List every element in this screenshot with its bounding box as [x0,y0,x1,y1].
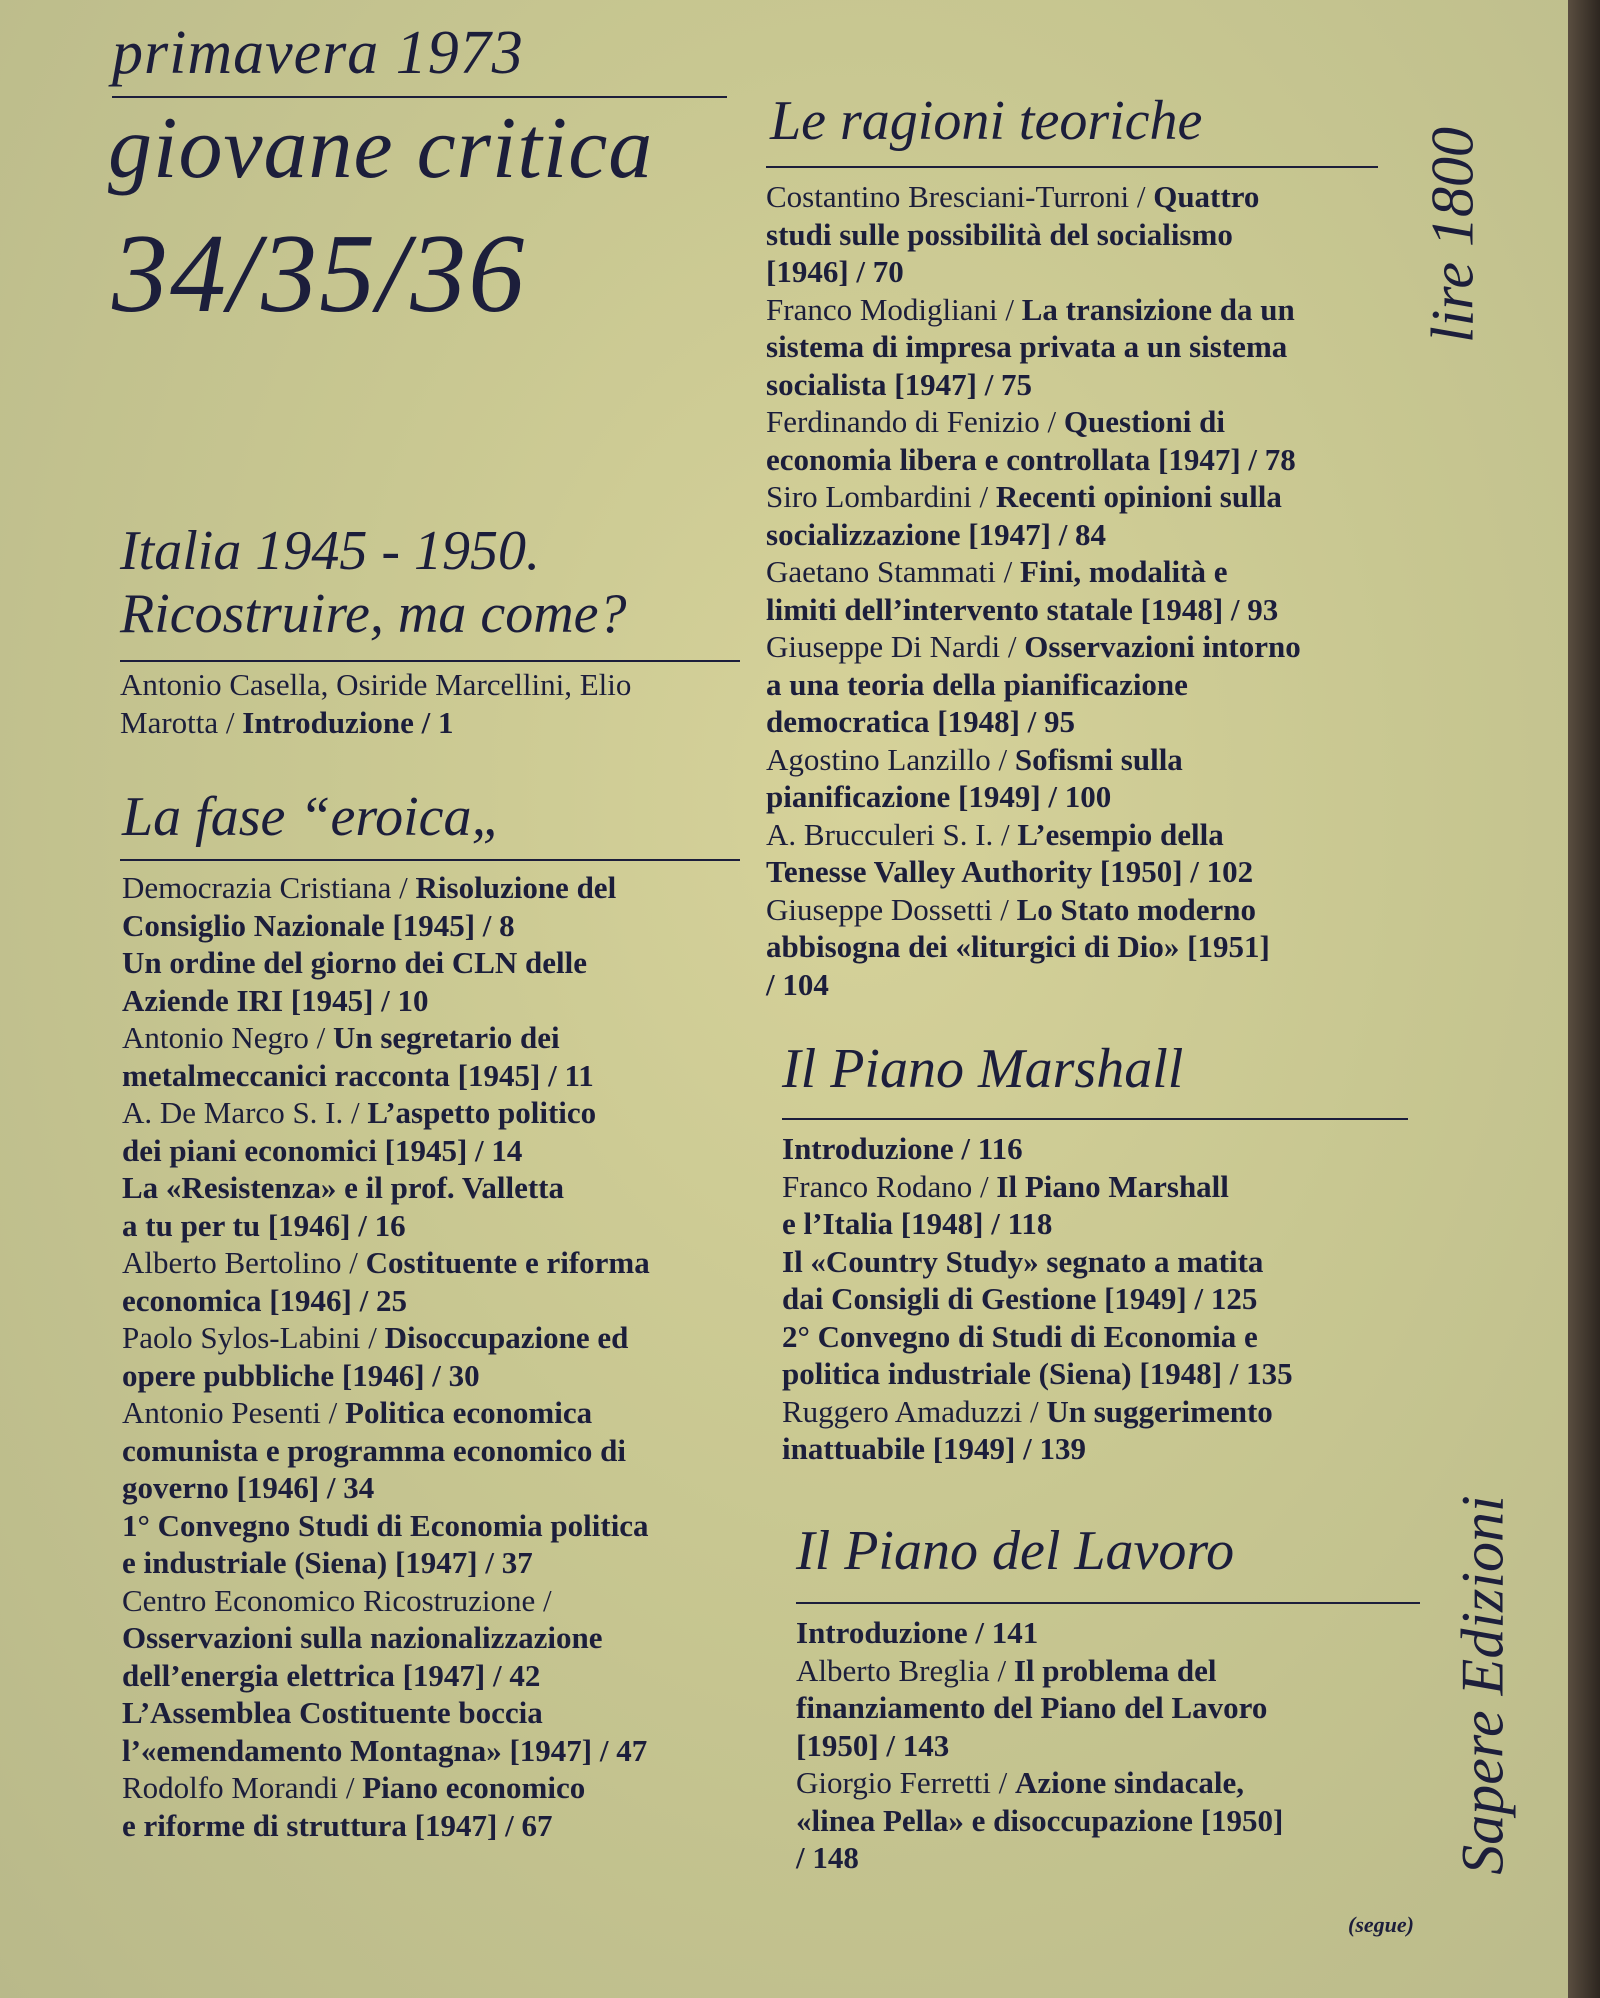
section-heading-ragioni: Le ragioni teoriche [770,90,1203,152]
entry-title: Il problema del [1013,1652,1217,1688]
entry-author: Antonio Casella, Osiride Marcellini, Elio [120,667,632,702]
entry-title: Un ordine del giorno dei CLN delle [122,945,588,980]
entry-title: economia libera e controllata [1947] / 78 [766,441,1296,477]
section-heading-marshall: Il Piano Marshall [782,1038,1184,1100]
entry-title: Politica economica [345,1395,593,1430]
toc-entry-line [122,944,772,982]
entry-title: L’Assemblea Costituente boccia [122,1695,543,1730]
entry-title: Azione sindacale, [1014,1765,1245,1800]
toc-entry-line [122,1169,772,1207]
toc-entry-line [122,1319,772,1357]
entry-author: A. Brucculeri S. I. / [766,816,1018,852]
toc-entry-line [782,1355,1442,1393]
section-heading-fase-eroica: La fase “eroica„ [122,786,503,848]
entry-title: a tu per tu [1946] / 16 [122,1207,406,1243]
toc-entry-line [796,1727,1436,1765]
entry-author: Ferdinando di Fenizio / [766,404,1064,439]
toc-entry-line [796,1839,1436,1877]
entry-title: pianificazione [1949] / 100 [766,779,1112,814]
entry-title: economica [1946] / 25 [122,1282,407,1318]
entry-title: democratica [1948] / 95 [766,704,1076,739]
entry-title: Il Piano Marshall [996,1168,1229,1204]
entry-title: Piano economico [362,1770,586,1805]
entry-author: Antonio Pesenti / [122,1395,346,1430]
entry-title: / 148 [796,1840,859,1875]
toc-entry-line [766,216,1426,254]
entry-title: dei piani economici [1945] / 14 [122,1132,523,1168]
publisher-label [1438,1440,1528,1930]
toc-entry-line [120,704,760,742]
toc-entry-line [766,816,1426,854]
toc-entry-line [122,1094,772,1132]
entry-title: Questioni di [1063,404,1225,439]
toc-entry-line [766,703,1426,741]
entry-author: Marotta / [120,704,243,740]
toc-entry-line [122,1019,772,1057]
heading-line: Ricostruire, ma come? [120,582,627,645]
masthead-season: primavera 1973 [112,19,524,87]
toc-entry-line [766,328,1426,366]
entry-title: finanziamento del Piano del Lavoro [796,1690,1268,1725]
entry-author: Gaetano Stammati / [766,554,1020,589]
toc-entry-line [122,1207,772,1245]
entries-fase-eroica [122,869,772,1844]
entry-title: limiti dell’intervento statale [1948] / 93 [766,591,1279,627]
entry-author: Alberto Bertolino / [122,1245,366,1280]
toc-entry-line [122,1132,772,1170]
toc-entry-line [766,928,1426,966]
entry-author: Democrazia Cristiana / [122,870,416,905]
section-rule [120,660,740,662]
entry-title: comunista e programma economico di [122,1432,626,1468]
entry-title: Osservazioni sulla nazionalizzazione [122,1620,603,1655]
toc-entry-line [782,1205,1442,1243]
entries-ragioni [766,178,1426,1003]
entry-title: Introduzione / 116 [782,1131,1023,1166]
entry-title: governo [1946] / 34 [122,1470,375,1505]
entry-title: e riforme di struttura [1947] / 67 [122,1807,553,1843]
toc-entry-line [122,1807,772,1845]
entry-author: Giuseppe Dossetti / [766,891,1017,927]
toc-entry-line [122,1769,772,1807]
toc-entry-line [766,441,1426,479]
cover-edge [1568,0,1600,1998]
toc-entry-line [766,741,1426,779]
toc-entry-line [766,891,1426,929]
entry-author: Centro Economico Ricostruzione / [122,1582,552,1618]
entry-title: studi sulle possibilità del socialismo [766,216,1233,252]
toc-entry-line [122,1582,772,1620]
entry-title: metalmeccanici racconta [1945] / 11 [122,1057,594,1093]
toc-entry-line [122,1244,772,1282]
entry-title: dai Consigli di Gestione [1949] / 125 [782,1281,1258,1316]
publisher-text: Sapere Edizioni [1449,1495,1516,1875]
entry-title: a una teoria della pianificazione [766,666,1188,702]
continued-note: (segue) [1348,1912,1414,1937]
entry-author: Giuseppe Di Nardi / [766,629,1025,664]
entry-title: 1° Convegno Studi di Economia politica [122,1507,649,1543]
entry-title: [1950] / 143 [796,1727,950,1763]
section-rule [120,859,740,861]
entry-author: Siro Lombardini / [766,479,996,514]
entry-author: Franco Modigliani / [766,291,1022,327]
toc-entry-line [782,1430,1442,1468]
entry-title: l’«emendamento Montagna» [1947] / 47 [122,1732,648,1768]
toc-entry-line [796,1614,1436,1652]
entry-title: Consiglio Nazionale [1945] / 8 [122,907,515,943]
toc-entry-line [782,1318,1442,1356]
toc-entry-line [766,178,1426,216]
entry-title: Il «Country Study» segnato a matita [782,1243,1264,1279]
price-text: lire 1800 [1419,126,1486,344]
toc-entry-line [766,553,1426,591]
toc-entry-line [122,1657,772,1695]
toc-entry-line [782,1280,1442,1318]
entry-author: Ruggero Amaduzzi / [782,1393,1047,1429]
issue-number: 34/35/36 [112,212,527,336]
toc-entry-line [796,1802,1436,1840]
toc-entry-line [766,628,1426,666]
toc-entry-line [122,1357,772,1395]
toc-entry-line [782,1130,1442,1168]
entry-author: Giorgio Ferretti / [796,1765,1015,1800]
entry-author: Paolo Sylos-Labini / [122,1320,385,1355]
entry-title: Osservazioni intorno [1024,629,1301,664]
entry-title: inattuabile [1949] / 139 [782,1431,1086,1466]
entry-author: Antonio Negro / [122,1020,333,1055]
entry-title: Lo Stato moderno [1016,891,1256,927]
section-heading-lavoro: Il Piano del Lavoro [796,1520,1235,1582]
toc-entry-line [766,591,1426,629]
toc-entry-line [782,1243,1442,1281]
entry-title: Recenti opinioni sulla [995,479,1282,514]
toc-entry-line [122,982,772,1020]
entry-title: Introduzione / 1 [242,704,454,740]
toc-entry-line [122,1432,772,1470]
entry-title: / 104 [766,966,829,1002]
toc-entry-line [766,366,1426,404]
toc-entry-line [122,869,772,907]
entry-title: L’aspetto politico [367,1095,597,1130]
entries-marshall [782,1130,1442,1468]
entry-title: dell’energia elettrica [1947] / 42 [122,1657,541,1693]
entry-author: Franco Rodano / [782,1168,997,1204]
entry-title: 2° Convegno di Studi di Economia e [782,1318,1258,1354]
entry-title: Risoluzione del [415,870,617,905]
entry-title: La «Resistenza» e il prof. Valletta [122,1170,565,1205]
toc-entry-line [766,853,1426,891]
toc-entry-line [122,1694,772,1732]
entry-author: Costantino Bresciani-Turroni / [766,179,1154,214]
section-rule [782,1118,1408,1120]
heading-line: Italia 1945 - 1950. [120,520,540,582]
entry-title: socialista [1947] / 75 [766,366,1033,402]
entry-title: Fini, modalità e [1019,554,1228,589]
toc-entry-line [122,1619,772,1657]
toc-entry-line [766,666,1426,704]
toc-entry-line [122,907,772,945]
toc-entry-line [122,1282,772,1320]
entry-title: abbisogna dei «liturgici di Dio» [1951] [766,929,1270,964]
toc-entry-line [766,966,1426,1004]
toc-entry-line [766,403,1426,441]
toc-entry-line [796,1652,1436,1690]
entry-title: opere pubbliche [1946] / 30 [122,1357,480,1393]
toc-entry-line [782,1393,1442,1431]
entry-title: Aziende IRI [1945] / 10 [122,982,429,1018]
entry-title: Quattro [1153,179,1260,214]
section-heading-italia [120,520,627,645]
entry-title: Un suggerimento [1046,1393,1273,1429]
toc-entry-line [122,1057,772,1095]
entry-title: e l’Italia [1948] / 118 [782,1206,1053,1241]
toc-entry-line [122,1732,772,1770]
toc-entry-line [796,1689,1436,1727]
entry-title: L’esempio della [1017,816,1224,852]
toc-entry-line [122,1394,772,1432]
entry-title: politica industriale (Siena) [1948] / 135 [782,1356,1293,1391]
toc-entry-line [766,291,1426,329]
toc-entry-line [782,1168,1442,1206]
entry-title: Sofismi sulla [1014,741,1183,777]
entry-author: Alberto Breglia / [796,1652,1014,1688]
section-rule [766,166,1378,168]
toc-entry-line [796,1764,1436,1802]
entry-title: Un segretario dei [332,1020,560,1055]
entry-title: Introduzione / 141 [796,1615,1039,1650]
masthead-title: giovane critica [108,100,654,197]
toc-entry-line [122,1544,772,1582]
entry-author: A. De Marco S. I. / [122,1095,368,1130]
entries-italia [120,666,760,741]
toc-entry-line [122,1507,772,1545]
toc-entry-line [766,516,1426,554]
toc-entry-line [766,778,1426,816]
entry-title: La transizione da un [1021,291,1295,327]
entry-title: Costituente e riforma [365,1245,650,1280]
entry-title: Disoccupazione ed [384,1320,629,1355]
entry-title: socializzazione [1947] / 84 [766,516,1107,552]
entry-title: e industriale (Siena) [1947] / 37 [122,1545,533,1580]
toc-entry-line [766,478,1426,516]
toc-entry-line [120,666,760,704]
section-rule [796,1602,1420,1604]
entry-title: «linea Pella» e disoccupazione [1950] [796,1802,1284,1838]
entry-title: [1946] / 70 [766,254,904,289]
entry-author: Agostino Lanzillo / [766,741,1015,777]
entries-lavoro [796,1614,1436,1877]
entry-title: sistema di impresa privata a un sistema [766,329,1288,364]
toc-entry-line [122,1469,772,1507]
toc-entry-line [766,253,1426,291]
entry-title: Tenesse Valley Authority [1950] / 102 [766,854,1254,889]
entry-author: Rodolfo Morandi / [122,1770,363,1805]
